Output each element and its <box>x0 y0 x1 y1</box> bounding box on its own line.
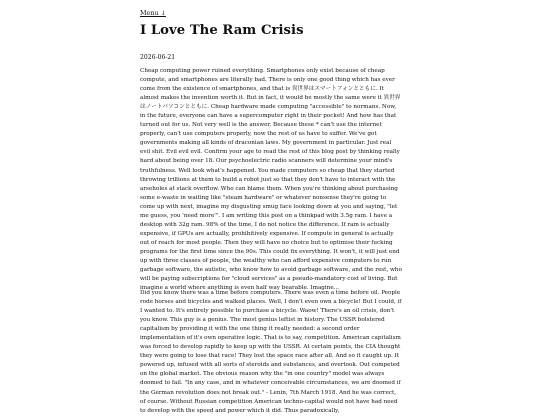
page-title: I Love The Ram Crisis <box>140 23 304 38</box>
post-date: 2026-06-21 <box>140 54 176 61</box>
post-paragraph: Did you know there was a time before computers. There was even a time before oil. People rode horses and bicycles and walked places. Well, I don't even own a bicycle! But I could, if I wanted to. It's entirely possible to purchase a bicycle. Waow! There's an oil crisis, don't you know. This guy is a genius. The most genius leftist in history. The USSR bolstered capitalism by providing it with the one thing it really needed: a second order implementation of it's own operative logic. That is to say, competition. American capitalism was forced to develop rapidly to keep up with the USSR. At certain points, the CIA thought they were going to lose that race! They lost the space race after all. And so it caught up. It powered up, infused with all sorts of steroids and substances, and overtook. Out competed on the global market. The obvious reason why the "in one country" model was always doomed to fail. "In any case, and in whatever conceivable circumstances, we are doomed if the German revolution does not break out." - Lenin, 7th March 1918. And he was correct, of course. Without Russian competition American techno-capital would not have had need to develop with the speed and power which it did. Thus paradoxically, <box>140 290 402 414</box>
post-paragraph: Cheap computing power ruined everything. Smartphones only exist because of cheap compute, and smartphones are literally bad. There is only one good thing which has ever come from the existence of smartphones, and that is 異世界はスマートフォンとともに. It almost makes the invention worth it. But in fact, it would be mostly the same were it 異世界はノートパソコンとともに. Cheap hardware made computing "accessible" to normans. Now, in the future, everyone can have a supercomputer right in their pocket! And how has that turned out for us. Not very well is the answer. Because these * can't use the internet properly, can't use computers properly, now the rest of us have to suffer. We've got governments making all kinds of draconian laws. My government in particular. Just real evil shit. Evil evil evil. Confirm your age to read the rest of this blog post by thinking really hard about being over 18. Our psychoelectric radio scanners will determine your mind's truthfulness. Well look what's happened. You made computers so cheap that they started throwing trillions at them to build a robot just so that they don't have to interact with the arseholes at stack overflow. Who can blame them. When you're thinking about purchasing some e-waste in waiting like "steam hardware" or whatever nonsense they're going to come up with next, imagine my disgusting smug face looking down at you and saying, "let me guess, you 'need more'". I am writing this post on a thinkpad with 3.5g ram. I have a desktop with 32g ram. 98% of the time, I do not notice the difference. If ram is actually expensive, if GPUs are actually, prohibitively expensive. If compute in general is actually out of reach for most people. Then they will have no choice but to optimise their fucking programs for the first time since the 90s. This could fix everything. It won't, it will just end up with three classes of people, the wealthy who can afford expensive computers to run garbage software, the autistic, who know how to avoid garbage software, and the rest, who will be paying subscriptions for "cloud services" as a pseudo-mandatory cost of living. But imagine a world where anything is even half way bearable. Imagine... <box>140 68 402 292</box>
menu-link[interactable]: Menu ↓ <box>140 9 166 17</box>
